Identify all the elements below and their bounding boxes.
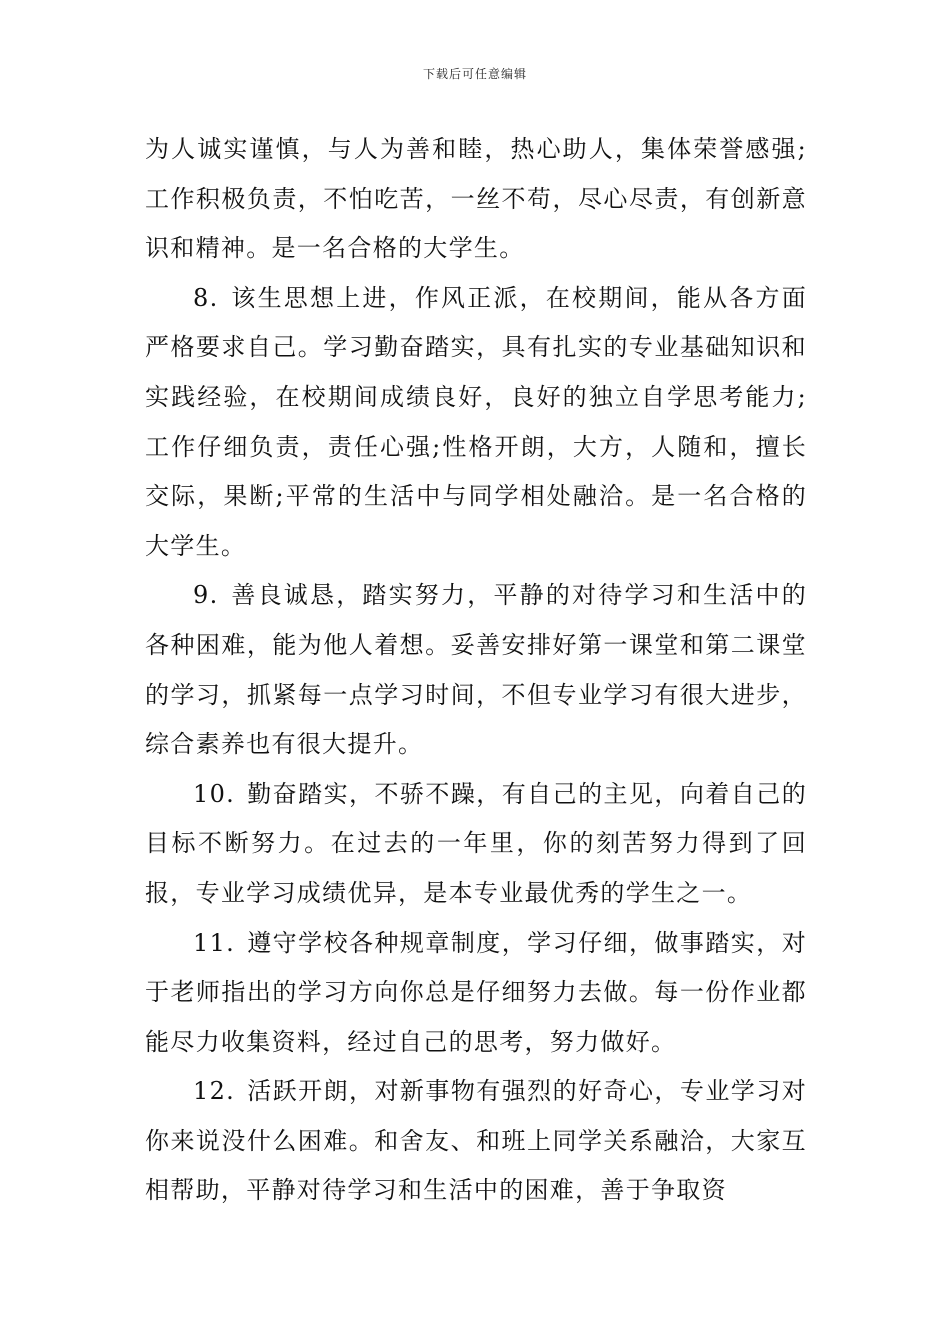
- paragraph-number: 10.: [193, 779, 236, 808]
- paragraph-continuation: [145, 125, 807, 274]
- paragraph-9: [145, 571, 807, 769]
- paragraph-number: 11.: [193, 928, 236, 957]
- header-note: 下载后可任意编辑: [422, 67, 527, 81]
- paragraph-text: 为人诚实谨慎，与人为善和睦，热心助人，集体荣誉感强;工作积极负责，不怕吃苦，一丝不苟，尽心尽责，有创新意识和精神。是一名合格的大学生。: [145, 135, 807, 263]
- paragraph-8: [145, 274, 807, 572]
- paragraph-10: [145, 770, 807, 919]
- paragraph-text: 活跃开朗，对新事物有强烈的好奇心，专业学习对你来说没什么困难。和舍友、和班上同学关系融洽，大家互相帮助，平静对待学习和生活中的困难，善于争取资: [145, 1077, 807, 1205]
- paragraph-text: 善良诚恳，踏实努力，平静的对待学习和生活中的各种困难，能为他人着想。妥善安排好第一课堂和第二课堂的学习，抓紧每一点学习时间，不但专业学习有很大进步，综合素养也有很大提升。: [145, 581, 807, 759]
- paragraph-11: [145, 919, 807, 1068]
- paragraph-text: 该生思想上进，作风正派，在校期间，能从各方面严格要求自己。学习勤奋踏实，具有扎实的专业基础知识和实践经验，在校期间成绩良好，良好的独立自学思考能力;工作仔细负责，责任心强;性格开朗，大方，人随和，擅长交际，果断;平常的生活中与同学相处融洽。是一名合格的大学生。: [145, 283, 807, 560]
- paragraph-number: 12.: [193, 1077, 236, 1106]
- paragraph-12: [145, 1067, 807, 1216]
- paragraph-text: 勤奋踏实，不骄不躁，有自己的主见，向着自己的目标不断努力。在过去的一年里，你的刻苦努力得到了回报，专业学习成绩优异，是本专业最优秀的学生之一。: [145, 779, 807, 907]
- paragraph-number: 8.: [193, 283, 219, 312]
- paragraph-number: 9.: [193, 581, 219, 610]
- paragraph-text: 遵守学校各种规章制度，学习仔细，做事踏实，对于老师指出的学习方向你总是仔细努力去做。每一份作业都能尽力收集资料，经过自己的思考，努力做好。: [145, 928, 807, 1056]
- document-body: [145, 125, 807, 1216]
